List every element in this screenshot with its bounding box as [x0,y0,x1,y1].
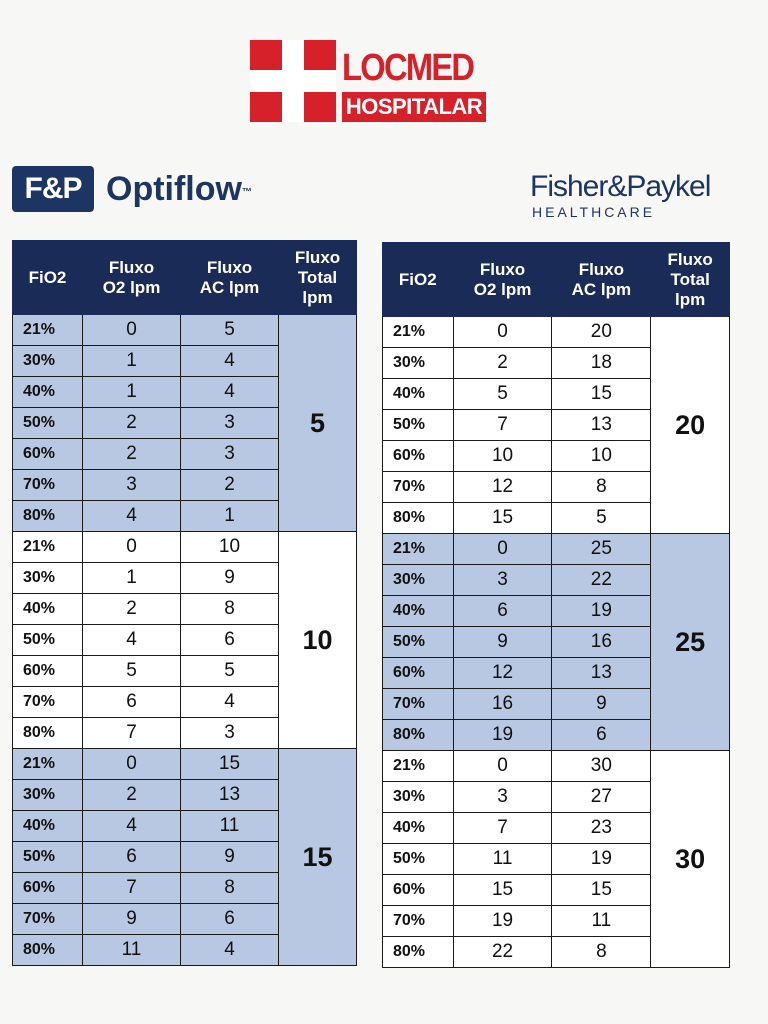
fluxo-ac-cell: 5 [552,503,651,534]
fluxo-ac-cell: 1 [181,501,279,532]
fluxo-o2-cell: 1 [83,563,181,594]
product-name: Optiflow [106,170,242,208]
fio2-cell: 21% [13,749,83,780]
fluxo-o2-cell: 4 [83,811,181,842]
fluxo-ac-cell: 8 [181,873,279,904]
fio2-cell: 50% [13,408,83,439]
fluxo-ac-cell: 10 [181,532,279,563]
locmed-logo [250,38,490,126]
fio2-cell: 30% [383,782,454,813]
fluxo-ac-cell: 23 [552,813,651,844]
header-fluxo-total-line: lpm [302,287,333,307]
fluxo-o2-cell: 6 [83,842,181,873]
logo-name: LOCMED [342,47,474,89]
table-row [13,749,357,780]
fluxo-o2-cell: 7 [453,813,552,844]
fluxo-ac-cell: 6 [552,720,651,751]
fio2-cell: 40% [383,379,454,410]
fluxo-o2-cell: 3 [453,565,552,596]
fluxo-o2-cell: 2 [453,348,552,379]
header-fio2: FiO2 [383,243,454,317]
fluxo-o2-cell: 7 [83,873,181,904]
header-fluxo-total [279,241,357,315]
fluxo-o2-cell: 22 [453,937,552,968]
fluxo-o2-cell: 6 [83,687,181,718]
table-row [383,751,730,782]
table-header-row [383,243,730,317]
fio2-cell: 60% [13,439,83,470]
fluxo-ac-cell: 13 [181,780,279,811]
fluxo-o2-cell: 2 [83,594,181,625]
fluxo-o2-cell: 19 [453,720,552,751]
fluxo-ac-cell: 15 [181,749,279,780]
fio2-cell: 30% [13,780,83,811]
fio2-cell: 21% [383,317,454,348]
logo-subtitle: HOSPITALAR [342,92,486,122]
fluxo-ac-cell: 8 [552,472,651,503]
fluxo-ac-cell: 30 [552,751,651,782]
fluxo-ac-cell: 25 [552,534,651,565]
fio2-cell: 60% [13,656,83,687]
fio2-cell: 40% [13,594,83,625]
fio2-cell: 80% [13,935,83,966]
flow-table-right [382,242,730,968]
fluxo-ac-cell: 4 [181,687,279,718]
product-title [106,168,252,210]
fluxo-o2-cell: 0 [453,317,552,348]
fio2-cell: 80% [13,501,83,532]
fluxo-o2-cell: 7 [83,718,181,749]
header-fluxo-ac-line: Fluxo [206,257,253,277]
fluxo-ac-cell: 13 [552,658,651,689]
fluxo-o2-cell: 3 [453,782,552,813]
fio2-cell: 70% [13,904,83,935]
fluxo-ac-cell: 5 [181,656,279,687]
fluxo-ac-cell: 3 [181,718,279,749]
fluxo-total-cell: 10 [279,532,357,749]
trademark-mark: ™ [241,187,252,198]
fio2-cell: 60% [383,658,454,689]
fio2-cell: 50% [383,844,454,875]
fluxo-o2-cell: 10 [453,441,552,472]
fluxo-ac-cell: 3 [181,408,279,439]
fio2-cell: 70% [383,689,454,720]
fluxo-ac-cell: 5 [181,315,279,346]
header-fluxo-o2-line: O2 lpm [102,277,161,297]
fio2-cell: 70% [13,470,83,501]
fluxo-ac-cell: 9 [552,689,651,720]
header-fluxo-ac-line: AC lpm [571,279,632,299]
table-header-row [13,241,357,315]
fluxo-o2-cell: 11 [83,935,181,966]
fluxo-o2-cell: 16 [453,689,552,720]
fluxo-o2-cell: 4 [83,501,181,532]
header-fluxo-total-line: Fluxo [294,247,341,267]
fluxo-ac-cell: 15 [552,379,651,410]
header-fluxo-ac-line: Fluxo [578,259,625,279]
fluxo-o2-cell: 0 [453,534,552,565]
table-row [13,532,357,563]
fio2-cell: 70% [383,906,454,937]
fio2-cell: 21% [13,532,83,563]
header-fluxo-o2-line: Fluxo [479,259,526,279]
header-fluxo-total-line: Total [297,267,338,287]
header-fluxo-total-line: lpm [675,289,706,309]
fluxo-o2-cell: 12 [453,472,552,503]
fluxo-o2-cell: 19 [453,906,552,937]
fio2-cell: 80% [383,503,454,534]
fluxo-ac-cell: 11 [552,906,651,937]
fluxo-ac-cell: 22 [552,565,651,596]
table-row [13,315,357,346]
fio2-cell: 80% [13,718,83,749]
fluxo-ac-cell: 18 [552,348,651,379]
fluxo-total-cell: 30 [651,751,730,968]
fluxo-o2-cell: 15 [453,503,552,534]
company-division: HEALTHCARE [532,204,656,220]
fluxo-o2-cell: 5 [453,379,552,410]
fluxo-ac-cell: 20 [552,317,651,348]
header-fluxo-o2-line: O2 lpm [473,279,532,299]
fio2-cell: 30% [13,346,83,377]
fio2-cell: 21% [13,315,83,346]
fluxo-ac-cell: 11 [181,811,279,842]
fluxo-o2-cell: 6 [453,596,552,627]
fluxo-ac-cell: 4 [181,377,279,408]
fluxo-ac-cell: 4 [181,346,279,377]
fluxo-o2-cell: 1 [83,346,181,377]
fio2-cell: 50% [383,627,454,658]
fio2-cell: 80% [383,720,454,751]
fio2-cell: 21% [383,534,454,565]
fp-badge: F&P [12,166,94,212]
fio2-cell: 70% [383,472,454,503]
header-fluxo-o2-line: Fluxo [108,257,155,277]
fio2-cell: 60% [383,441,454,472]
fluxo-o2-cell: 3 [83,470,181,501]
fio2-cell: 50% [383,410,454,441]
fluxo-o2-cell: 0 [83,315,181,346]
fluxo-ac-cell: 8 [552,937,651,968]
table-row [383,534,730,565]
fluxo-ac-cell: 6 [181,625,279,656]
fluxo-o2-cell: 2 [83,780,181,811]
fluxo-o2-cell: 11 [453,844,552,875]
fluxo-o2-cell: 5 [83,656,181,687]
fluxo-ac-cell: 8 [181,594,279,625]
header-fluxo-o2 [83,241,181,315]
fio2-cell: 40% [383,596,454,627]
header-fluxo-ac [552,243,651,317]
fluxo-ac-cell: 19 [552,596,651,627]
fluxo-o2-cell: 0 [83,749,181,780]
fluxo-o2-cell: 2 [83,439,181,470]
fluxo-total-cell: 5 [279,315,357,532]
fio2-cell: 80% [383,937,454,968]
fluxo-o2-cell: 0 [453,751,552,782]
fluxo-o2-cell: 12 [453,658,552,689]
fio2-cell: 60% [383,875,454,906]
fluxo-total-cell: 20 [651,317,730,534]
fluxo-o2-cell: 0 [83,532,181,563]
company-name: Fisher&Paykel [530,170,711,203]
fluxo-ac-cell: 15 [552,875,651,906]
fluxo-o2-cell: 1 [83,377,181,408]
fio2-cell: 70% [13,687,83,718]
fluxo-total-cell: 15 [279,749,357,966]
table-row [383,317,730,348]
fluxo-total-cell: 25 [651,534,730,751]
fio2-cell: 30% [13,563,83,594]
fluxo-ac-cell: 13 [552,410,651,441]
header-fluxo-total [651,243,730,317]
fluxo-ac-cell: 10 [552,441,651,472]
fluxo-ac-cell: 27 [552,782,651,813]
header-fluxo-ac [181,241,279,315]
fluxo-ac-cell: 4 [181,935,279,966]
fluxo-ac-cell: 9 [181,842,279,873]
header-fluxo-total-line: Total [670,269,710,289]
fluxo-ac-cell: 6 [181,904,279,935]
fluxo-ac-cell: 9 [181,563,279,594]
flow-table-left [12,240,357,966]
fio2-cell: 40% [13,811,83,842]
fluxo-ac-cell: 19 [552,844,651,875]
header-fluxo-ac-line: AC lpm [199,277,260,297]
fluxo-o2-cell: 4 [83,625,181,656]
fio2-cell: 50% [13,842,83,873]
fluxo-o2-cell: 2 [83,408,181,439]
fio2-cell: 30% [383,565,454,596]
fluxo-ac-cell: 16 [552,627,651,658]
medical-cross-icon [250,40,336,122]
fluxo-o2-cell: 15 [453,875,552,906]
fluxo-o2-cell: 9 [453,627,552,658]
fluxo-o2-cell: 9 [83,904,181,935]
fluxo-ac-cell: 3 [181,439,279,470]
fio2-cell: 50% [13,625,83,656]
header-fio2: FiO2 [13,241,83,315]
fluxo-ac-cell: 2 [181,470,279,501]
fio2-cell: 21% [383,751,454,782]
fio2-cell: 60% [13,873,83,904]
fluxo-o2-cell: 7 [453,410,552,441]
fio2-cell: 40% [13,377,83,408]
header-fluxo-total-line: Fluxo [667,249,713,269]
header-fluxo-o2 [453,243,552,317]
fio2-cell: 40% [383,813,454,844]
fio2-cell: 30% [383,348,454,379]
